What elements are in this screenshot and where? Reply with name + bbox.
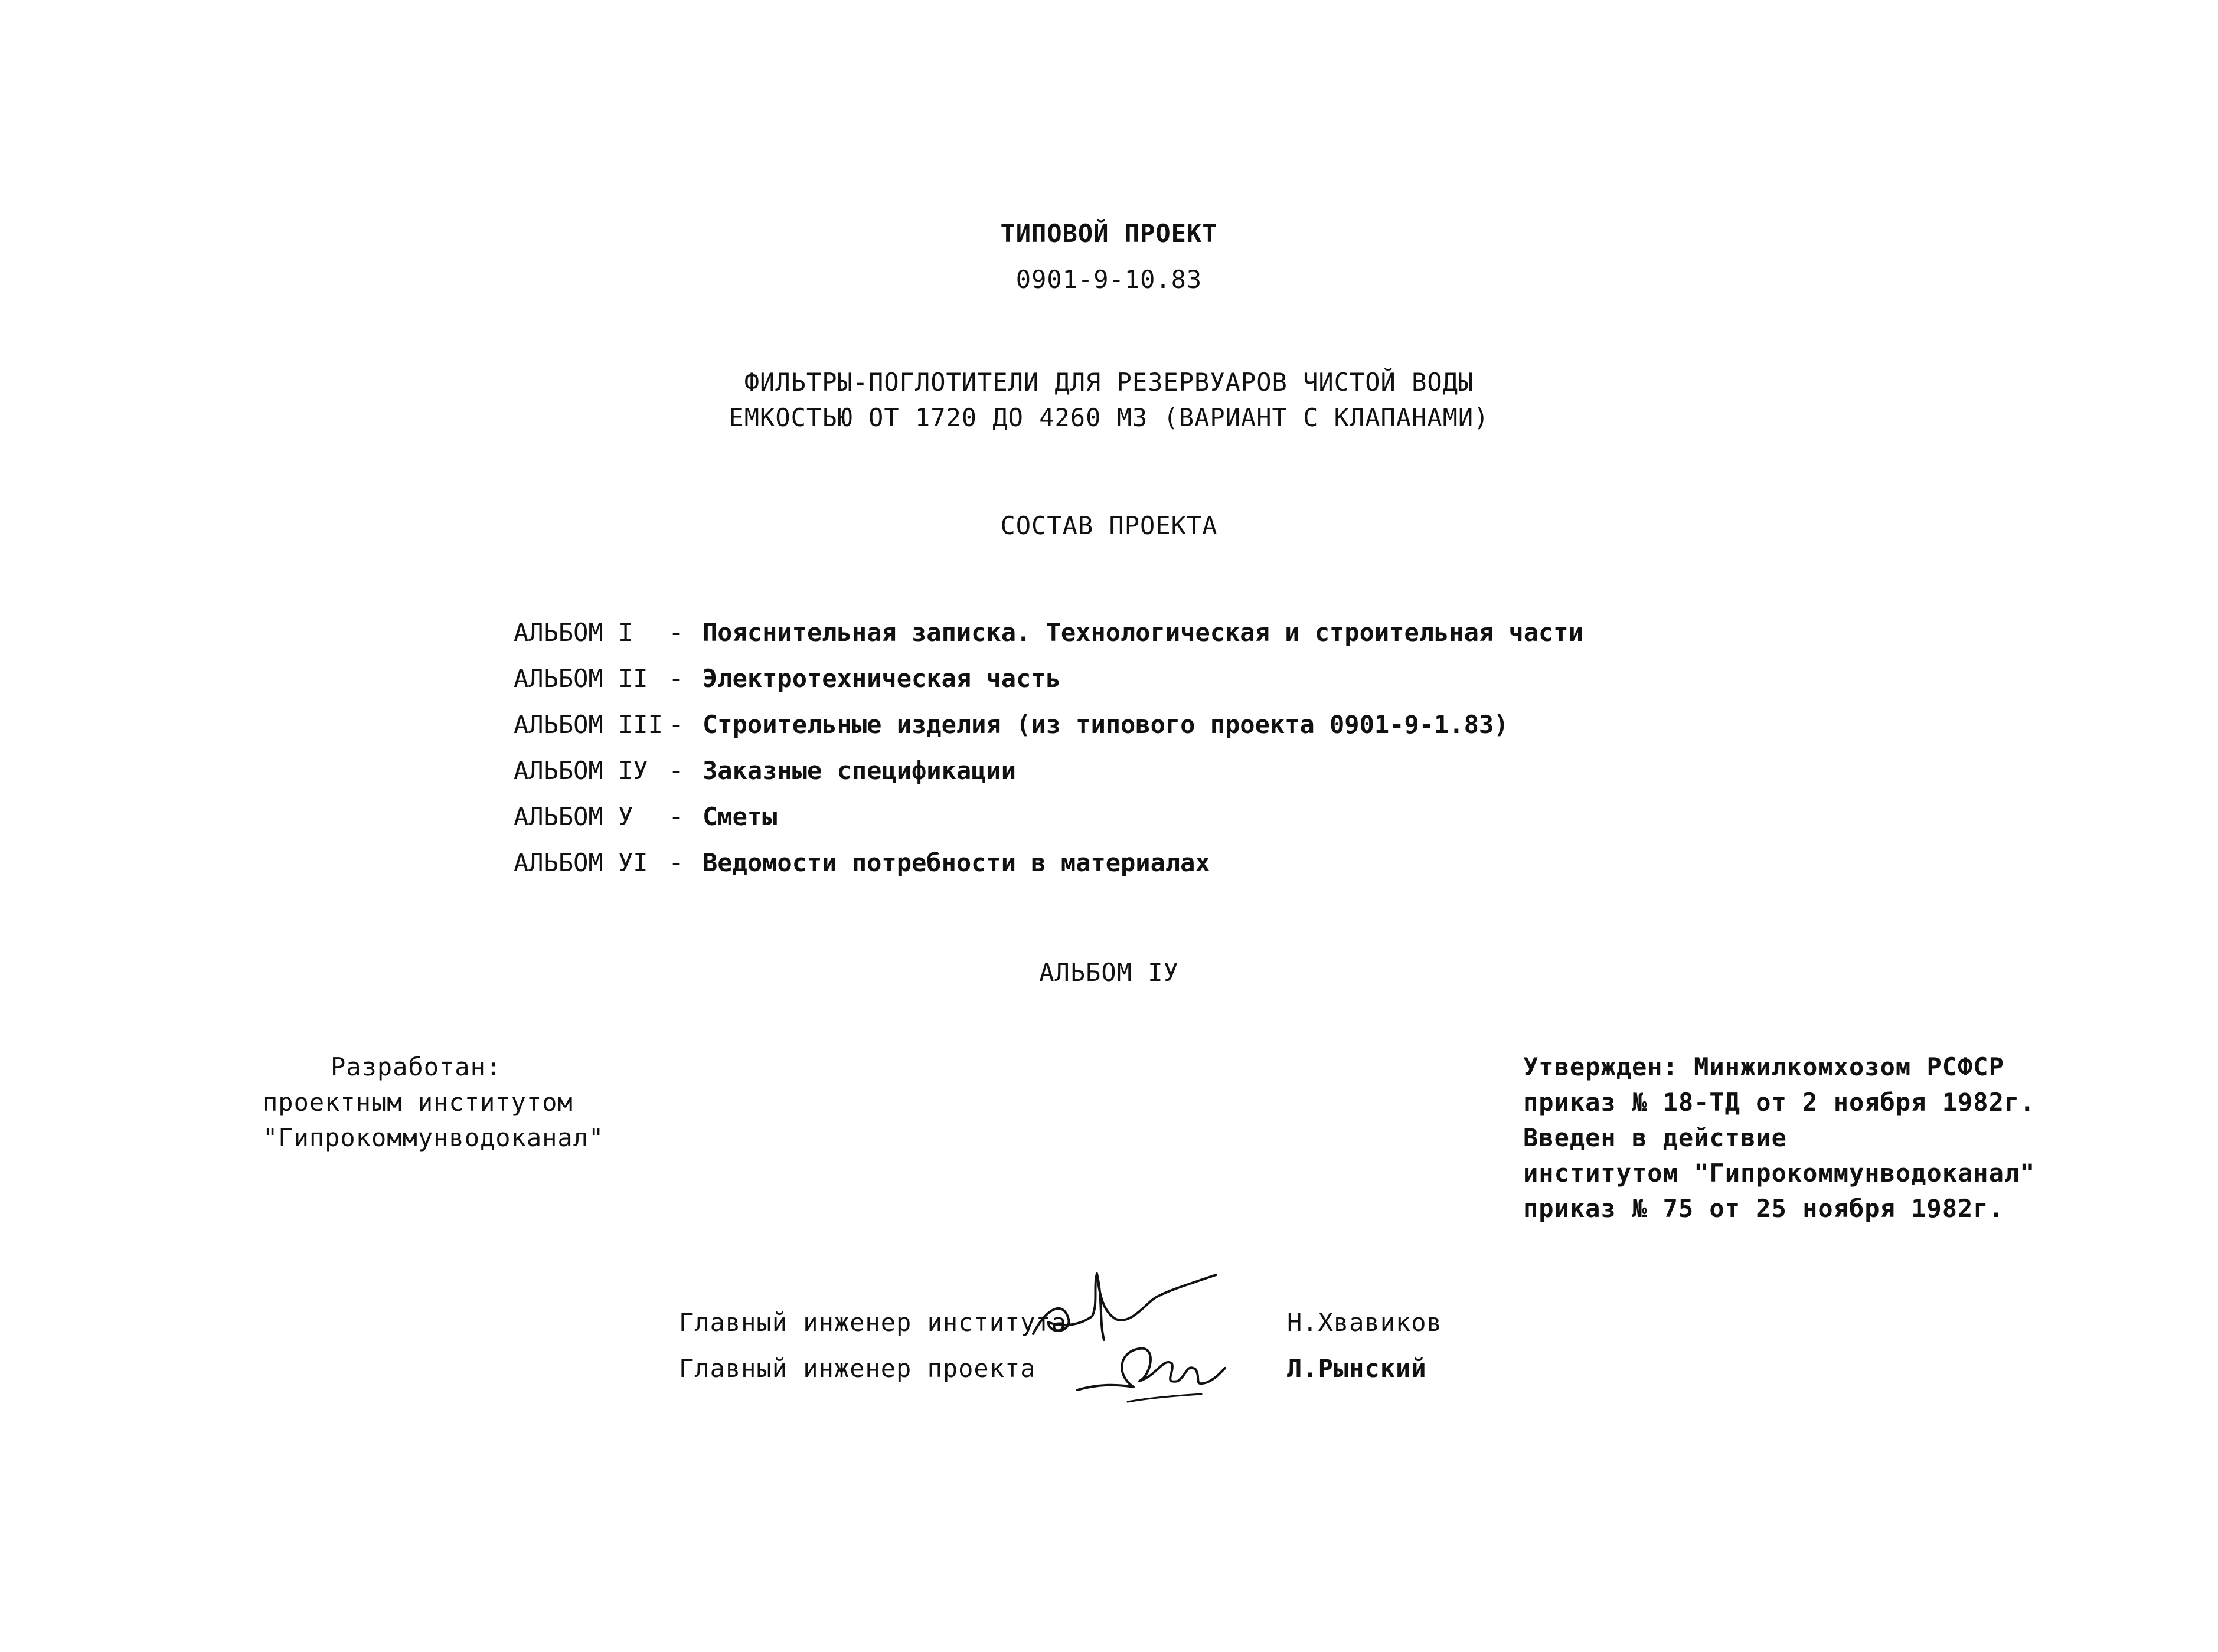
title-line-2: ЕМКОСТЬЮ ОТ 1720 ДО 4260 М3 (ВАРИАНТ С КЛАПАНАМИ) — [729, 403, 1489, 432]
composition-heading: СОСТАВ ПРОЕКТА — [1000, 511, 1218, 540]
signature-name-2: Л.Рынский — [1287, 1354, 1427, 1383]
album-label: АЛЬБОМ II — [514, 664, 648, 693]
developed-label: Разработан: — [331, 1052, 502, 1081]
approved-line-3: Введен в действие — [1523, 1123, 1787, 1152]
dash-separator: - — [668, 802, 684, 831]
dash-separator: - — [668, 618, 684, 647]
album-label: АЛЬБОМ I — [514, 618, 633, 647]
dash-separator: - — [668, 756, 684, 785]
developed-by-line: проектным институтом — [263, 1088, 573, 1117]
album-label: АЛЬБОМ III — [514, 710, 663, 739]
album-label: АЛЬБОМ IУ — [514, 756, 648, 785]
album-description: Строительные изделия (из типового проекта 0901-9-1.83) — [703, 710, 1509, 739]
signature-role-2: Главный инженер проекта — [679, 1354, 1036, 1383]
approved-line-5: приказ № 75 от 25 ноября 1982г. — [1523, 1194, 2004, 1223]
dash-separator: - — [668, 710, 684, 739]
album-description: Заказные спецификации — [703, 756, 1017, 785]
album-description: Ведомости потребности в материалах — [703, 848, 1210, 877]
approved-line-1: Утвержден: Минжилкомхозом РСФСР — [1523, 1052, 2004, 1081]
album-description: Электротехническая часть — [703, 664, 1061, 693]
album-label: АЛЬБОМ У — [514, 802, 633, 831]
album-description: Пояснительная записка. Технологическая и строительная части — [703, 618, 1583, 647]
approved-line-4: институтом "Гипрокоммунводоканал" — [1523, 1159, 2036, 1188]
handwritten-signature-2 — [1074, 1328, 1228, 1411]
dash-separator: - — [668, 848, 684, 877]
dash-separator: - — [668, 664, 684, 693]
current-album-heading: АЛЬБОМ IУ — [1039, 958, 1179, 987]
approved-line-2: приказ № 18-ТД от 2 ноября 1982г. — [1523, 1088, 2036, 1117]
signature-role-1: Главный инженер института — [679, 1308, 1067, 1337]
project-code: 0901-9-10.83 — [1015, 265, 1203, 294]
album-label: АЛЬБОМ УI — [514, 848, 648, 877]
title-line-1: ФИЛЬТРЫ-ПОГЛОТИТЕЛИ ДЛЯ РЕЗЕРВУАРОВ ЧИСТОЙ ВОДЫ — [744, 368, 1474, 397]
project-type-heading: ТИПОВОЙ ПРОЕКТ — [1000, 219, 1218, 248]
developed-institute: "Гипрокоммунводоканал" — [263, 1123, 605, 1152]
album-description: Сметы — [703, 802, 778, 831]
signature-name-1: Н.Хвавиков — [1287, 1308, 1442, 1337]
